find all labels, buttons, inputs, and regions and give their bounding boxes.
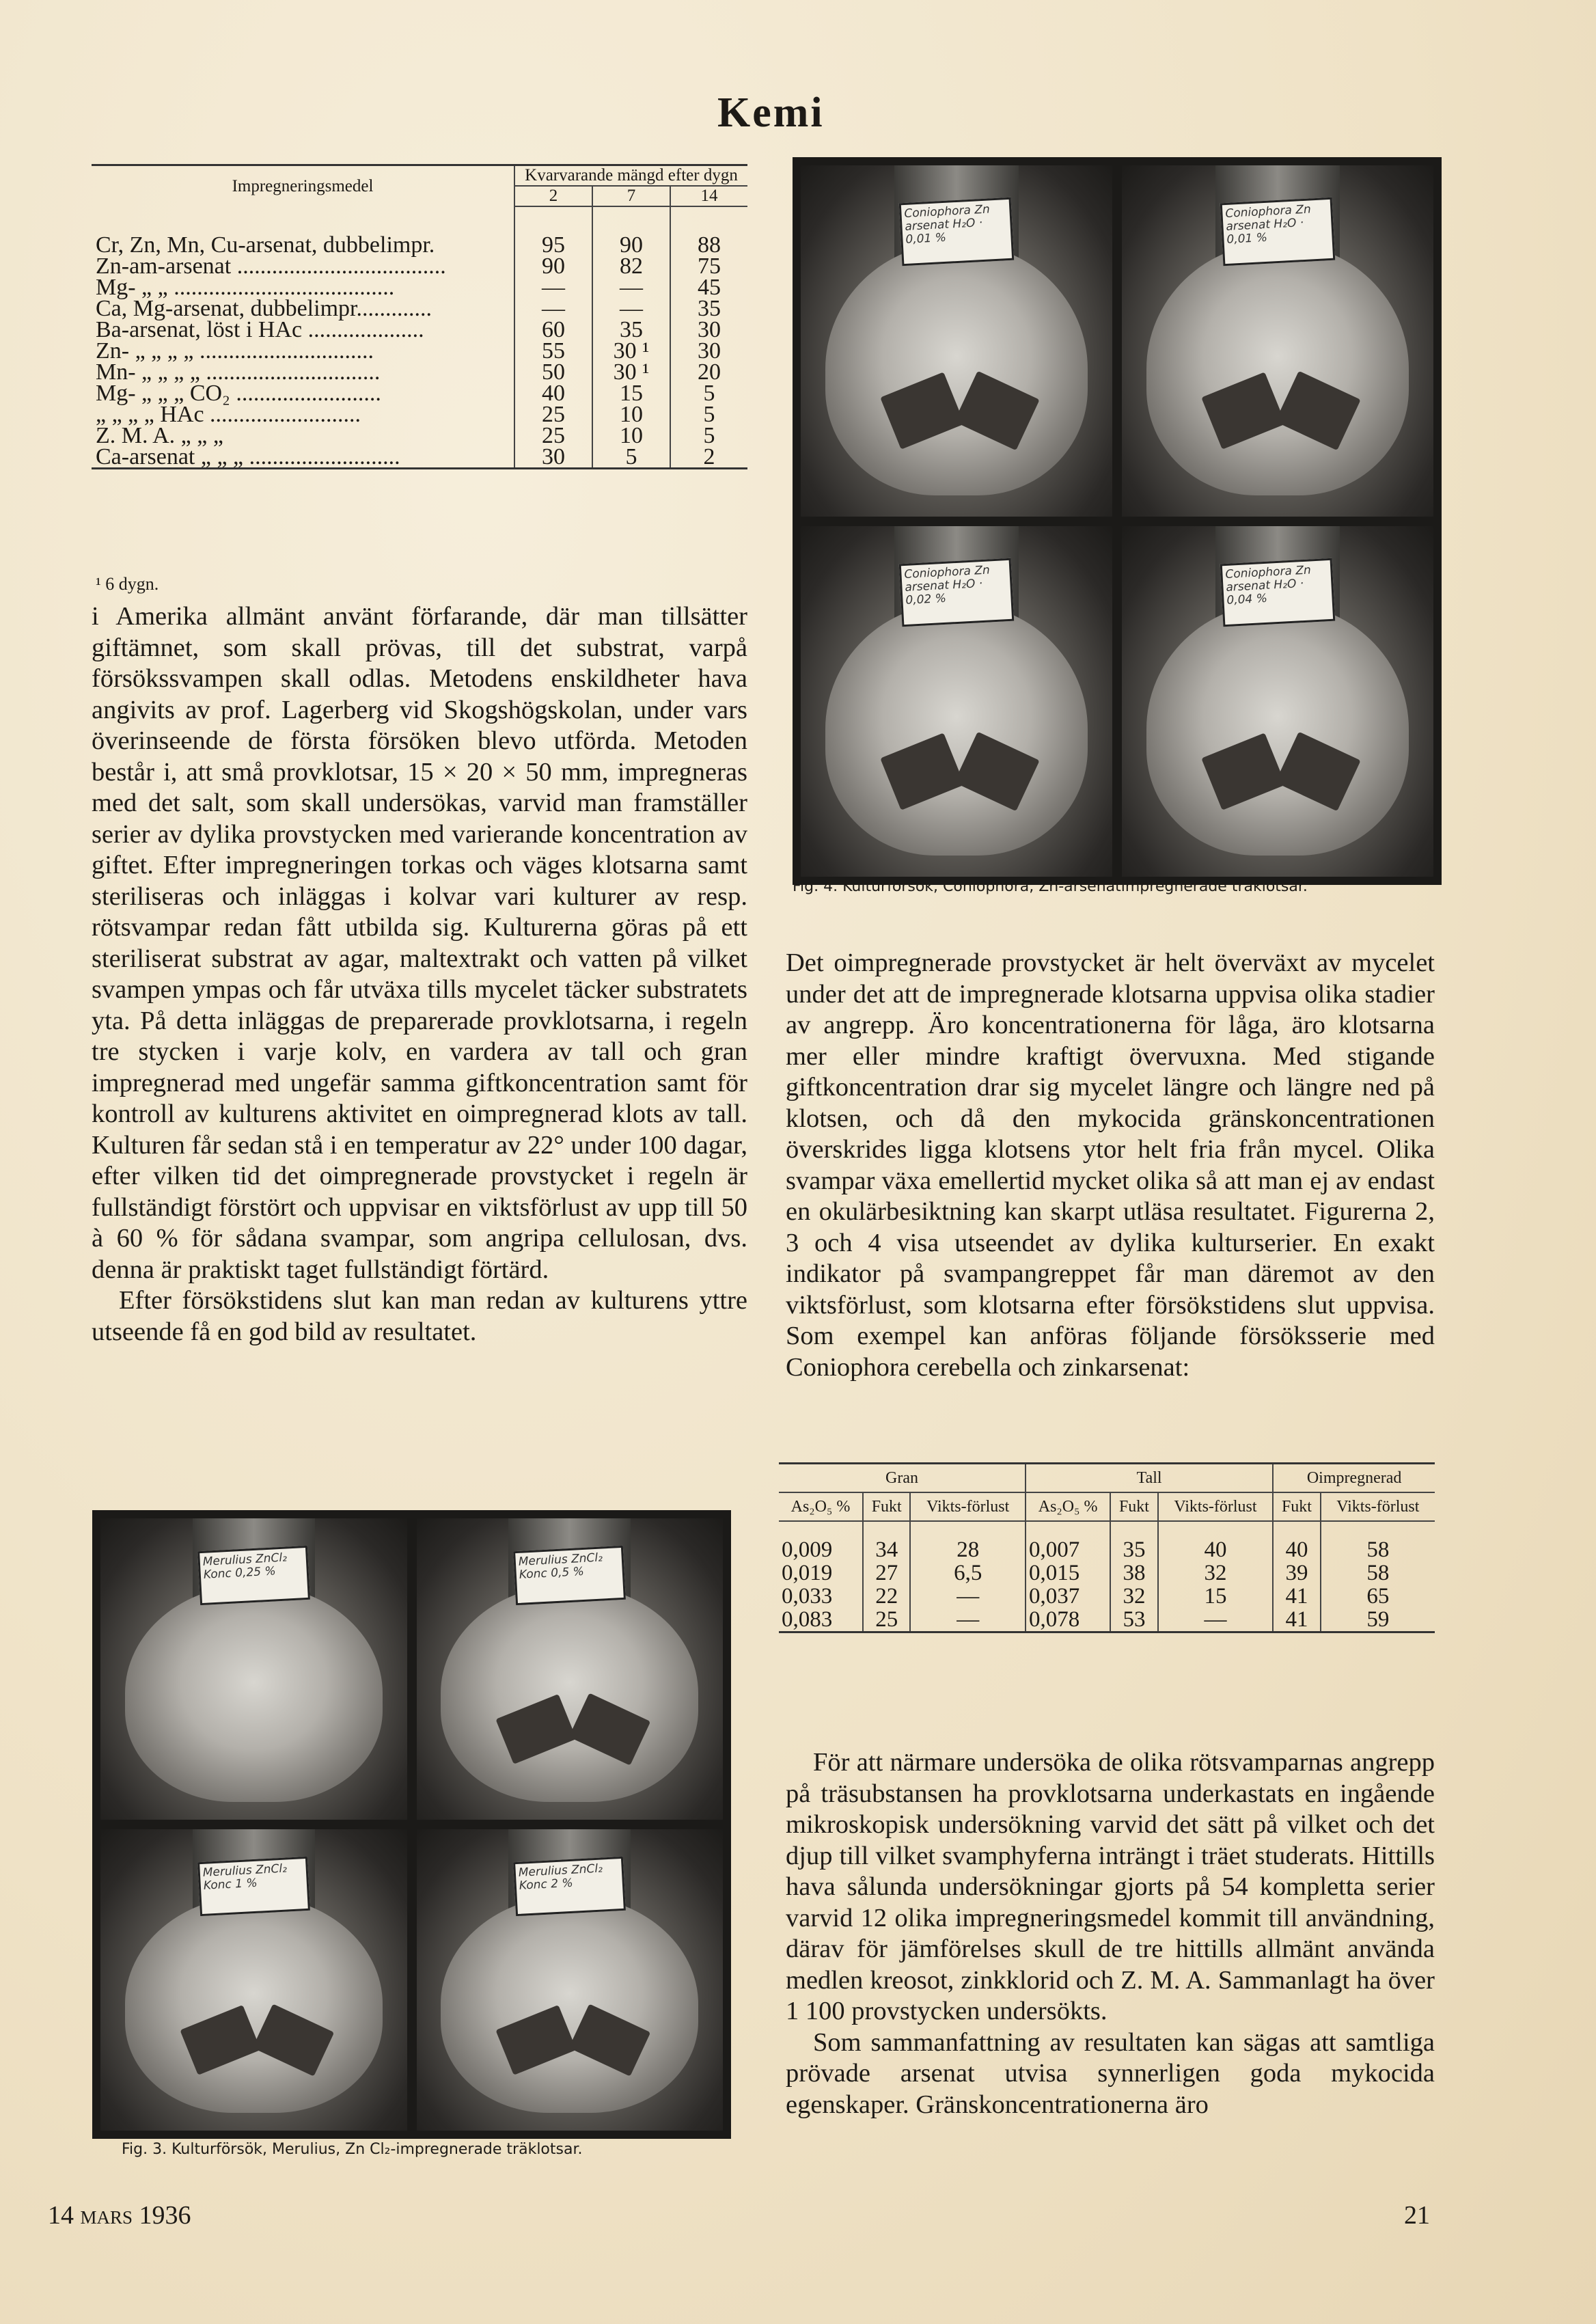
- table2-cell: 15: [1158, 1585, 1274, 1608]
- table2-cell: 0,007: [1026, 1538, 1110, 1561]
- table1-cell-value: —: [592, 277, 670, 298]
- table2-cell: 0,019: [782, 1561, 833, 1585]
- table1-cell-value: 5: [670, 425, 747, 446]
- table2-cell: 39: [1273, 1561, 1320, 1585]
- table2-cell: 32: [1110, 1585, 1157, 1608]
- table2-cell: 65: [1321, 1585, 1435, 1608]
- table1-cell-value: 30: [670, 340, 747, 361]
- table2-cell: —: [910, 1585, 1026, 1608]
- table2-cell: 27: [863, 1561, 910, 1585]
- table1-cell-value: 30: [670, 319, 747, 340]
- table2-cell: 34: [863, 1538, 910, 1561]
- culture-flask-photo: [1122, 526, 1433, 877]
- column-2-text-bottom: [786, 1747, 1435, 2120]
- table2-cell: 58: [1321, 1561, 1435, 1585]
- flask-label: Coniophora Zn arsenat H₂O · 0,02 %: [899, 558, 1015, 627]
- table1-footnote: ¹ 6 dygn.: [96, 574, 159, 594]
- table2-cell: 0,037: [1026, 1585, 1110, 1608]
- table2-row: [779, 1608, 1435, 1632]
- table2-h-as: As₂O₅ %: [779, 1492, 863, 1521]
- section-title: Kemi: [717, 90, 825, 136]
- table1-cell-value: 35: [592, 319, 670, 340]
- table1-row: [92, 446, 747, 469]
- table1-cell-value: 10: [592, 404, 670, 425]
- table2-cell: 0,083: [779, 1608, 863, 1632]
- table1-cell-value: 60: [514, 319, 592, 340]
- table1-row: [92, 425, 747, 446]
- table2-h-fukt: Fukt: [863, 1492, 910, 1521]
- flask-label: Coniophora Zn arsenat H₂O · 0,04 %: [1220, 558, 1336, 627]
- figure-4-photos: [793, 157, 1442, 885]
- table2-cell: 35: [1110, 1538, 1157, 1561]
- culture-flask-photo: [417, 1518, 724, 1820]
- paragraph: För att närmare undersöka de olika rötsvamparnas angrepp på träsubstansen ha provklotsarna underkastats en ingående mikroskopisk undersökning varvid det sätt på vilket och det djup till vilket svamphyferna inträngt i träet studerats. Hittills hava sålunda undersökningar gjorts på 54 kompletta serier varvid 12 olika impregneringsmedel kommit till användning, därav för jämförelses skull de tre hittills allmänt använda medlen kreosot, zinkklorid och Z. M. A. Sammanlagt ha över 1 100 provstycken undersökts.: [786, 1748, 1435, 2025]
- table1-cell-value: 5: [670, 404, 747, 425]
- table2-row: [779, 1561, 1435, 1585]
- table1-row: [92, 234, 747, 256]
- table2-cell: 0,078: [1026, 1608, 1110, 1632]
- culture-flask-photo: [1122, 165, 1433, 517]
- figure-3-caption: Fig. 3. Kulturförsök, Merulius, Zn Cl₂-impregnerade träklotsar.: [122, 2141, 583, 2158]
- table1-day: 7: [592, 186, 670, 206]
- table2-cell: 59: [1321, 1608, 1435, 1632]
- paragraph: Det oimpregnerade provstycket är helt överväxt av mycelet under det att de impregnerade klotsarna uppvisa olika stadier av angrepp. Äro koncentrationerna för låga, äro klotsarna mer eller mindre kraftigt övervuxna. Med stigande giftkoncentration drar sig mycelet längre och längre ned på klotsen, och då den mykocida gränskoncentrationen överskrides ligga klotsens ytor helt fria från mycel. Olika svampar växa emellertid mycket olika så att man ej av endast en okulärbesiktning kan skarpt utläsa resultatet. Figurerna 2, 3 och 4 visa utseendet av dylika kulturserier. En exakt indikator på svampangreppet får man däremot av den viktsförlust, som klotsarna efter försökstidens slut uppvisa. Som exempel kan anföras följande försöksserie med Coniophora cerebella och zinkarsenat:: [786, 948, 1435, 1382]
- column-2-text-top: [786, 948, 1435, 1383]
- weight-loss-table: [779, 1462, 1435, 1633]
- table1-cell-value: 35: [670, 298, 747, 319]
- table1-cell-value: 25: [514, 404, 592, 425]
- paragraph: i Amerika allmänt använt förfarande, där man tillsätter giftämnet, som skall prövas, till det substrat, varpå försökssvampen skall odlas. Metodens enskildheter hava angivits av prof. Lagerberg vid Skogshögskolan, under vars överinseende de första försöken blevo utförda. Metoden består i, att små provklotsar, 15 × 20 × 50 mm, impregneras med det salt, som skall undersökas, varvid man framställer serier av dylika provstycken med varierande koncentration av giftet. Efter impregneringen torkas och väges klotsarna samt steriliseras och inläggas i kolvar vari kulturer av resp. rötsvampar redan fått utbilda sig. Kulturerna göras på ett steriliserat substrat av agar, maltextrakt och vatten på vilket svampen ympas och får utväxa tills mycelet täcker substratets yta. På detta inläggas de preparerade provklotsarna, i regeln tre stycken i varje kolv, en vardera av tall och gran impregnerad med ungefär samma giftkoncentration samt för kontroll av kulturens aktivitet en oimpregnerad klots av tall. Kulturen får sedan stå i en temperatur av 22° under 100 dagar, efter vilken tid det oimpregnerade provstycket i regeln är fullständigt förstört och uppvisar en viktsförlust av upp till 50 à 60 % för sådana svampar, som angripa cellulosan, dvs. denna är praktiskt taget fullständigt förtärd.: [92, 602, 747, 1284]
- table2-cell: 6,5: [910, 1561, 1026, 1585]
- table1-cell-name: Cr, Zn, Mn, Cu-arsenat, dubbelimpr.: [96, 232, 435, 258]
- table2-h-fukt: Fukt: [1110, 1492, 1157, 1521]
- table2-h-as: As₂O₅ %: [1026, 1492, 1110, 1521]
- table2-cell: 0,015: [1026, 1561, 1110, 1585]
- table2-row: [779, 1538, 1435, 1561]
- table1-day: 2: [514, 186, 592, 206]
- table1-cell-value: 50: [514, 361, 592, 383]
- table2-cell: 40: [1158, 1538, 1274, 1561]
- flask-label: Merulius ZnCl₂ Konc 0,5 %: [513, 1546, 626, 1606]
- table1-row: [92, 340, 747, 361]
- table1-cell-value: 30 ¹: [592, 340, 670, 361]
- table1-cell-value: 90: [592, 234, 670, 256]
- table2-cell: 0,033: [782, 1584, 833, 1609]
- paragraph: Efter försökstidens slut kan man redan av kulturens yttre utseende få en god bild av resultatet.: [92, 1286, 747, 1346]
- table1-day: 14: [670, 186, 747, 206]
- table1-cell-name: Mn- „ „ „ „ ..............................: [96, 359, 381, 385]
- table1-cell-name: Ca, Mg-arsenat, dubbelimpr.............: [96, 296, 432, 321]
- table1-group-label: Kvarvarande mängd efter dygn: [514, 165, 747, 187]
- flask-label: Coniophora Zn arsenat H₂O · 0,01 %: [1220, 197, 1336, 266]
- table1-cell-name: Mg- „ „ „ CO₂ .........................: [96, 381, 381, 406]
- table2-cell: 28: [910, 1538, 1026, 1561]
- table2-group: Tall: [1026, 1464, 1273, 1493]
- impregnation-table: [92, 164, 747, 469]
- table1-cell-value: 45: [670, 277, 747, 298]
- table2-cell: 32: [1158, 1561, 1274, 1585]
- table2-cell: 0,009: [782, 1537, 833, 1562]
- table1-cell-value: 95: [514, 234, 592, 256]
- table2-h-vikt: Vikts-förlust: [1158, 1492, 1274, 1521]
- table1-cell-value: 40: [514, 383, 592, 404]
- table1-cell-name: „ „ „ „ HAc ..........................: [96, 402, 361, 427]
- culture-flask-photo: [100, 1518, 407, 1820]
- table1-cell-name: Ca-arsenat „ „ „ ..........................: [96, 444, 400, 469]
- table1-cell-value: 2: [670, 446, 747, 469]
- table1-cell-value: 88: [670, 234, 747, 256]
- flask-label: Merulius ZnCl₂ Konc 1 %: [197, 1857, 310, 1917]
- table2-cell: 41: [1273, 1608, 1320, 1632]
- table1-cell-value: 30: [514, 446, 592, 469]
- table1-cell-value: 75: [670, 256, 747, 277]
- table1-row: [92, 319, 747, 340]
- table2-cell: 41: [1273, 1585, 1320, 1608]
- flask-label: Merulius ZnCl₂ Konc 2 %: [513, 1857, 626, 1917]
- table2-cell: 22: [863, 1585, 910, 1608]
- table1-row: [92, 404, 747, 425]
- footer-date: 14 mars 1936: [48, 2201, 191, 2230]
- flask-label: Coniophora Zn arsenat H₂O · 0,01 %: [899, 197, 1015, 266]
- culture-flask-photo: [801, 526, 1112, 877]
- flask-label: Merulius ZnCl₂ Konc 0,25 %: [197, 1546, 310, 1606]
- page-number: 21: [1404, 2201, 1430, 2230]
- table1-cell-name: Zn- „ „ „ „ ..............................: [96, 338, 374, 364]
- table1-row: [92, 298, 747, 319]
- table1-col-name: Impregneringsmedel: [232, 176, 374, 195]
- table1-cell-name: Z. M. A. „ „ „: [96, 423, 223, 448]
- table2-h-vikt: Vikts-förlust: [1321, 1492, 1435, 1521]
- table1-cell-value: 90: [514, 256, 592, 277]
- table1-cell-name: Zn-am-arsenat ....................................: [96, 254, 446, 279]
- table1-cell-value: 82: [592, 256, 670, 277]
- table1-cell-value: 5: [592, 446, 670, 469]
- table2-h-vikt: Vikts-förlust: [910, 1492, 1026, 1521]
- table2-cell: 58: [1321, 1538, 1435, 1561]
- paragraph: Som sammanfattning av resultaten kan sägas att samtliga prövade arsenat utvisa synnerligen goda mykocida egenskaper. Gränskoncentrationerna äro: [786, 2027, 1435, 2119]
- table2-cell: 53: [1110, 1608, 1157, 1632]
- table2-group: Oimpregnerad: [1273, 1464, 1435, 1493]
- table1-cell-value: 25: [514, 425, 592, 446]
- column-1-text: [92, 601, 747, 1348]
- table1-cell-value: —: [514, 277, 592, 298]
- table2-cell: 38: [1110, 1561, 1157, 1585]
- culture-flask-photo: [801, 165, 1112, 517]
- table1-cell-value: 10: [592, 425, 670, 446]
- table1-cell-name: Mg- „ „ ......................................: [96, 275, 395, 300]
- table1-cell-value: 20: [670, 361, 747, 383]
- table2-cell: —: [910, 1608, 1026, 1632]
- table1-cell-value: 5: [670, 383, 747, 404]
- table1-row: [92, 256, 747, 277]
- table2-group: Gran: [779, 1464, 1026, 1493]
- table1-cell-value: 55: [514, 340, 592, 361]
- table1-row: [92, 361, 747, 383]
- table1-row: [92, 277, 747, 298]
- table1-cell-name: Ba-arsenat, löst i HAc ....................: [96, 317, 424, 342]
- table1-row: [92, 383, 747, 404]
- table2-cell: 40: [1273, 1538, 1320, 1561]
- table1-cell-value: 30 ¹: [592, 361, 670, 383]
- table1-cell-value: 15: [592, 383, 670, 404]
- culture-flask-photo: [100, 1829, 407, 2131]
- table2-cell: —: [1158, 1608, 1274, 1632]
- figure-3-photos: [92, 1510, 731, 2139]
- table2-h-fukt: Fukt: [1273, 1492, 1320, 1521]
- figure-4-caption: Fig. 4. Kulturförsök, Coniophora, Zn-arsenatimpregnerade träklotsar.: [793, 878, 1308, 895]
- culture-flask-photo: [417, 1829, 724, 2131]
- table2-row: [779, 1585, 1435, 1608]
- table1-cell-value: —: [514, 298, 592, 319]
- table1-cell-value: —: [592, 298, 670, 319]
- table2-cell: 25: [863, 1608, 910, 1632]
